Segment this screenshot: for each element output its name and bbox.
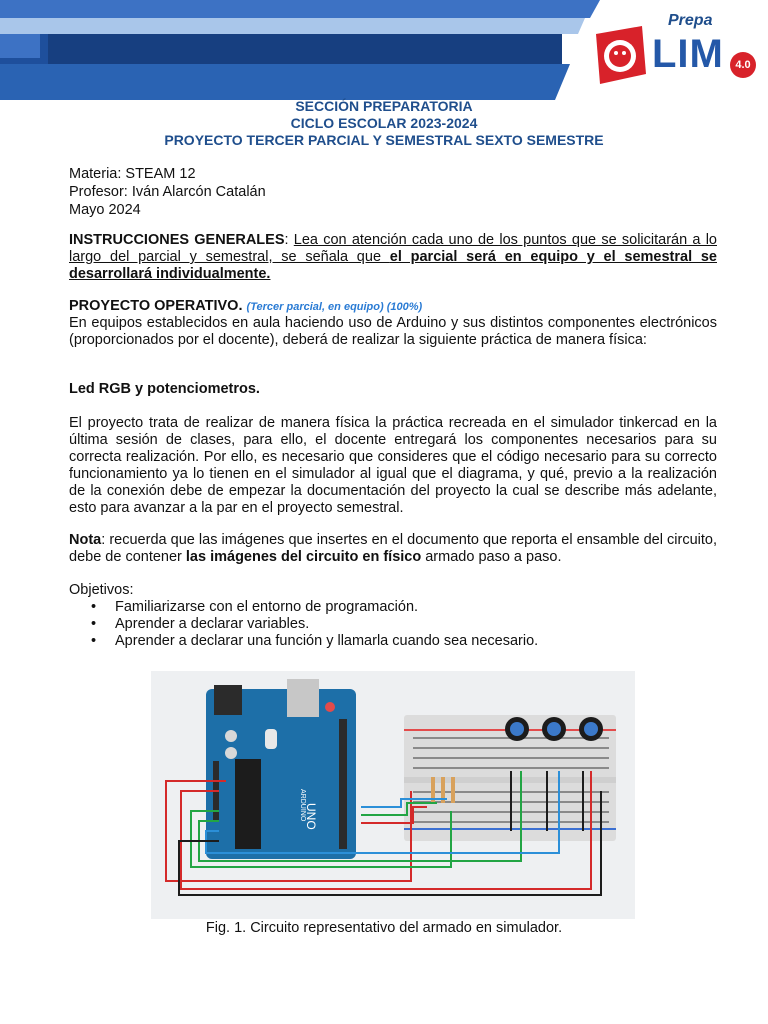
instrucciones-emphasis: el parcial será en equipo y el semestral se desarrollará individualmente. <box>69 249 717 282</box>
document-meta <box>69 165 266 219</box>
circuit-figure <box>151 671 635 919</box>
school-logo <box>590 12 762 96</box>
nota-label: Nota <box>69 532 102 548</box>
objetivos-section <box>69 582 717 650</box>
list-item: • Aprender a declarar variables. <box>69 616 717 633</box>
figure-caption: Fig. 1. Circuito representativo del armado en simulador. <box>205 920 563 936</box>
meta-fecha: Mayo 2024 <box>69 202 141 218</box>
instrucciones-paragraph <box>69 232 717 283</box>
nota-bold: las imágenes del circuito en físico <box>185 549 422 565</box>
proyecto-note: (Tercer parcial, en equipo) (100%) <box>246 301 423 313</box>
proyecto-heading <box>69 298 717 316</box>
arduino-board <box>206 679 356 859</box>
objetivos-heading: Objetivos: <box>69 582 134 598</box>
meta-profesor: Profesor: Iván Alarcón Catalán <box>69 184 266 200</box>
logo-version-badge: 4.0 <box>730 52 756 78</box>
logo-prepa-text: Prepa <box>668 12 713 29</box>
board-brand-label: ARDUINO <box>299 789 306 822</box>
proyecto-label: PROYECTO OPERATIVO. <box>69 298 243 314</box>
board-model-label: UNO <box>304 803 318 830</box>
nota-text2: armado paso a paso. <box>421 549 562 565</box>
instrucciones-colon: : <box>284 232 294 248</box>
list-item: • Familiarizarse con el entorno de programación. <box>69 599 717 616</box>
list-item: • Aprender a declarar una función y llamarla cuando sea necesario. <box>69 633 717 650</box>
logo-lim-text: LIM <box>652 32 724 76</box>
instrucciones-label: INSTRUCCIONES GENERALES <box>69 232 285 248</box>
instrucciones-text: Lea con atención cada uno de los puntos que se solicitarán a lo largo del parcial y semestral, se señala que <box>69 232 717 265</box>
lion-shield-icon <box>590 24 648 86</box>
practica-title: Led RGB y potenciometros. <box>69 381 260 397</box>
title-section: SECCIÓN PREPARATORIA <box>295 98 473 114</box>
document-titles <box>0 98 768 149</box>
title-project: PROYECTO TERCER PARCIAL Y SEMESTRAL SEXTO SEMESTRE <box>164 132 604 148</box>
nota-paragraph <box>69 532 717 566</box>
objetivos-list <box>69 599 717 650</box>
proyecto-paragraph: En equipos establecidos en aula haciendo uso de Arduino y sus distintos componentes electrónicos (proporcionados por el docente), deberá de realizar la siguiente práctica de manera física: <box>69 315 717 348</box>
meta-materia: Materia: STEAM 12 <box>69 166 196 182</box>
descripcion-paragraph: El proyecto trata de realizar de manera física la práctica recreada en el simulador tinkercad en la última sesión de clases, para ello, el docente entregará los componentes necesarios para su correcta realización. Por ello, es necesario que consideres que el código necesario para su correcto funcionamiento ya lo tienen en el simulador al igual que el diagrama, y qué, previo a la realización de la conexión debe de empezar la documentación del proyecto la cual se describe más adelante, esto para avanzar a la par en el proyecto semestral. <box>69 415 717 516</box>
title-cycle: CICLO ESCOLAR 2023-2024 <box>290 115 478 131</box>
nota-text1: : recuerda que las imágenes que insertes en el documento que reporta el ensamble del circuito, debe de contener <box>69 532 717 565</box>
